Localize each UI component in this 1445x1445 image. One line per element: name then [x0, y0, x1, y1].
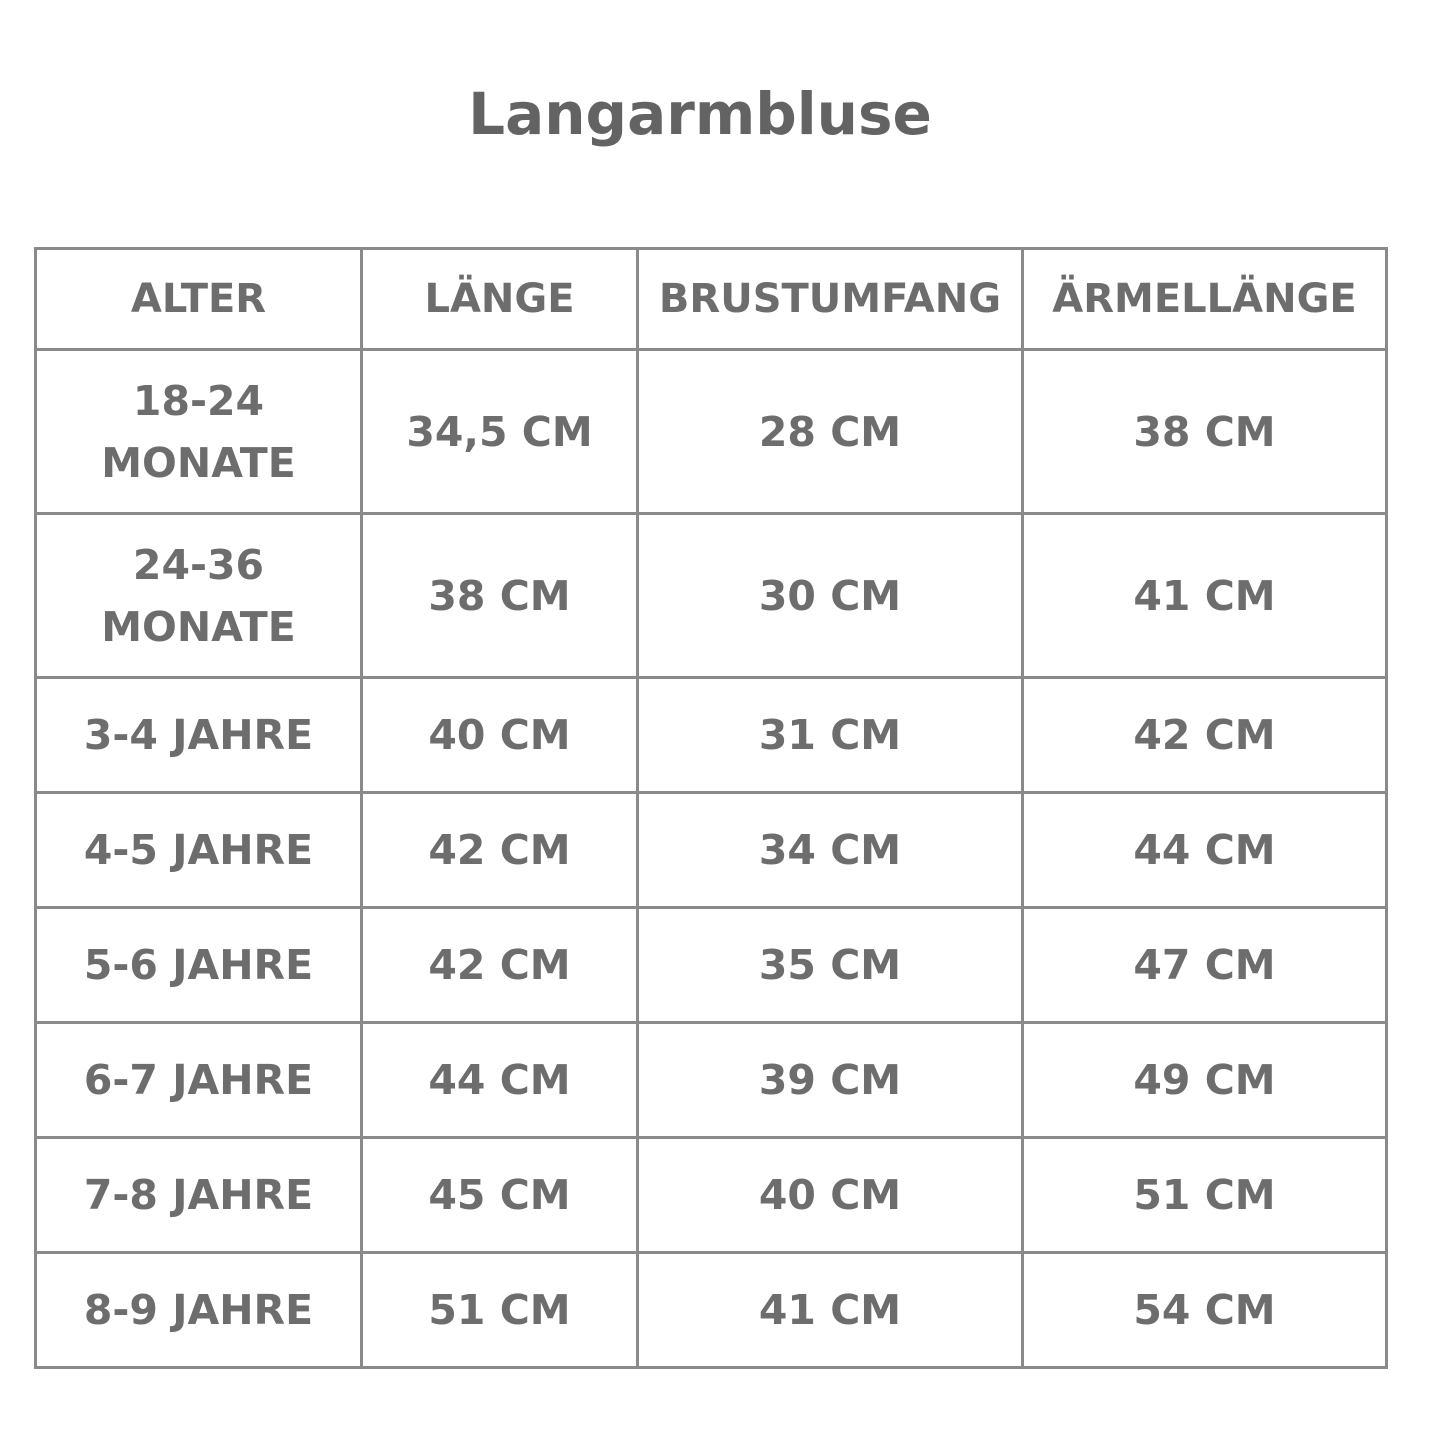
cell-laenge: 38 CM	[362, 514, 638, 678]
header-alter: ALTER	[36, 249, 362, 350]
cell-brustumfang: 40 CM	[638, 1138, 1023, 1253]
page-title: Langarmbluse	[468, 80, 932, 148]
cell-aermellaenge: 38 CM	[1023, 350, 1387, 514]
table-row	[36, 1253, 1387, 1368]
cell-laenge: 40 CM	[362, 678, 638, 793]
cell-alter: 6-7 JAHRE	[36, 1023, 362, 1138]
cell-aermellaenge: 54 CM	[1023, 1253, 1387, 1368]
cell-brustumfang: 30 CM	[638, 514, 1023, 678]
header-laenge: LÄNGE	[362, 249, 638, 350]
cell-alter: 4-5 JAHRE	[36, 793, 362, 908]
cell-aermellaenge: 47 CM	[1023, 908, 1387, 1023]
table-row	[36, 793, 1387, 908]
table-row	[36, 1023, 1387, 1138]
cell-aermellaenge: 51 CM	[1023, 1138, 1387, 1253]
cell-aermellaenge: 49 CM	[1023, 1023, 1387, 1138]
cell-brustumfang: 31 CM	[638, 678, 1023, 793]
cell-alter	[36, 350, 362, 514]
cell-brustumfang: 34 CM	[638, 793, 1023, 908]
table-row	[36, 678, 1387, 793]
size-table	[34, 247, 1388, 1369]
cell-laenge: 51 CM	[362, 1253, 638, 1368]
cell-alter	[36, 514, 362, 678]
table-row	[36, 514, 1387, 678]
header-row	[36, 249, 1387, 350]
cell-alter: 7-8 JAHRE	[36, 1138, 362, 1253]
cell-brustumfang: 28 CM	[638, 350, 1023, 514]
table-row	[36, 908, 1387, 1023]
header-aermellaenge: ÄRMELLÄNGE	[1023, 249, 1387, 350]
cell-laenge: 42 CM	[362, 793, 638, 908]
cell-aermellaenge: 42 CM	[1023, 678, 1387, 793]
table-row	[36, 1138, 1387, 1253]
table-row	[36, 350, 1387, 514]
age-label: 24-36 MONATE	[101, 540, 296, 651]
header-brustumfang: BRUSTUMFANG	[638, 249, 1023, 350]
cell-brustumfang: 41 CM	[638, 1253, 1023, 1368]
cell-brustumfang: 39 CM	[638, 1023, 1023, 1138]
cell-laenge: 42 CM	[362, 908, 638, 1023]
age-label: 18-24 MONATE	[101, 376, 296, 487]
cell-laenge: 34,5 CM	[362, 350, 638, 514]
cell-aermellaenge: 41 CM	[1023, 514, 1387, 678]
cell-laenge: 44 CM	[362, 1023, 638, 1138]
cell-laenge: 45 CM	[362, 1138, 638, 1253]
cell-alter: 5-6 JAHRE	[36, 908, 362, 1023]
cell-alter: 3-4 JAHRE	[36, 678, 362, 793]
cell-alter: 8-9 JAHRE	[36, 1253, 362, 1368]
cell-brustumfang: 35 CM	[638, 908, 1023, 1023]
cell-aermellaenge: 44 CM	[1023, 793, 1387, 908]
